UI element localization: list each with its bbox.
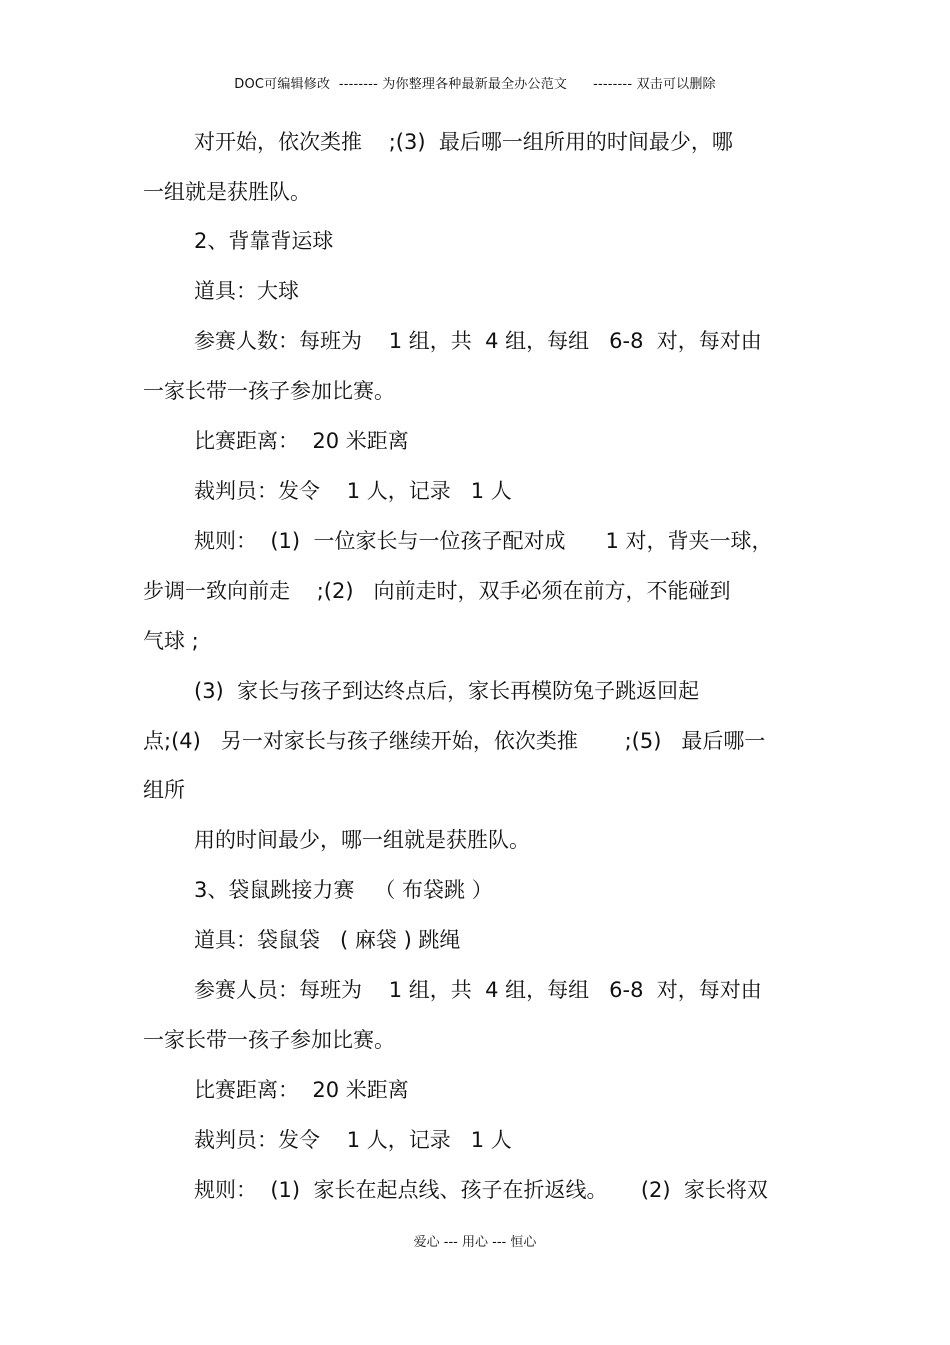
body-line-22: 规则： (1) 家长在起点线、孩子在折返线。 (2) 家长将双 [194, 1178, 768, 1202]
body-line-17: 道具：袋鼠袋 ( 麻袋 ) 跳绳 [194, 928, 461, 952]
body-line-20: 比赛距离： 20 米距离 [194, 1078, 409, 1102]
body-line-11: 气球 ; [143, 629, 199, 653]
body-line-6: 一家长带一孩子参加比赛。 [143, 379, 395, 403]
section-heading-2: 2、背靠背运球 [194, 229, 334, 253]
body-line-10: 步调一致向前走 ;(2) 向前走时，双手必须在前方，不能碰到 [143, 579, 731, 603]
section-heading-3: 3、袋鼠跳接力赛 （ 布袋跳 ） [194, 878, 493, 902]
body-line-12: (3) 家长与孩子到达终点后，家长再模防兔子跳返回起 [194, 679, 700, 703]
body-line-19: 一家长带一孩子参加比赛。 [143, 1028, 395, 1052]
body-line-4: 道具：大球 [194, 279, 299, 303]
page-footer: 爱心 --- 用心 --- 恒心 [413, 1235, 537, 1250]
body-line-15: 用的时间最少，哪一组就是获胜队。 [194, 828, 530, 852]
body-line-8: 裁判员：发令 1 人，记录 1 人 [194, 479, 512, 503]
body-line-5: 参赛人数：每班为 1 组，共 4 组，每组 6-8 对，每对由 [194, 329, 762, 353]
body-line-13: 点;(4) 另一对家长与孩子继续开始，依次类推 ;(5) 最后哪一 [143, 729, 766, 753]
page-header: DOC可编辑修改 -------- 为你整理各种最新最全办公范文 -------- 双击可以删除 [234, 77, 716, 92]
body-line-7: 比赛距离： 20 米距离 [194, 429, 409, 453]
body-line-2: 一组就是获胜队。 [143, 180, 311, 204]
body-line-14: 组所 [143, 778, 185, 802]
body-line-21: 裁判员：发令 1 人，记录 1 人 [194, 1128, 512, 1152]
body-line-1: 对开始，依次类推 ;(3) 最后哪一组所用的时间最少，哪 [194, 130, 733, 154]
body-line-18: 参赛人员：每班为 1 组，共 4 组，每组 6-8 对，每对由 [194, 978, 762, 1002]
body-line-9: 规则： (1) 一位家长与一位孩子配对成 1 对，背夹一球， [194, 529, 773, 553]
